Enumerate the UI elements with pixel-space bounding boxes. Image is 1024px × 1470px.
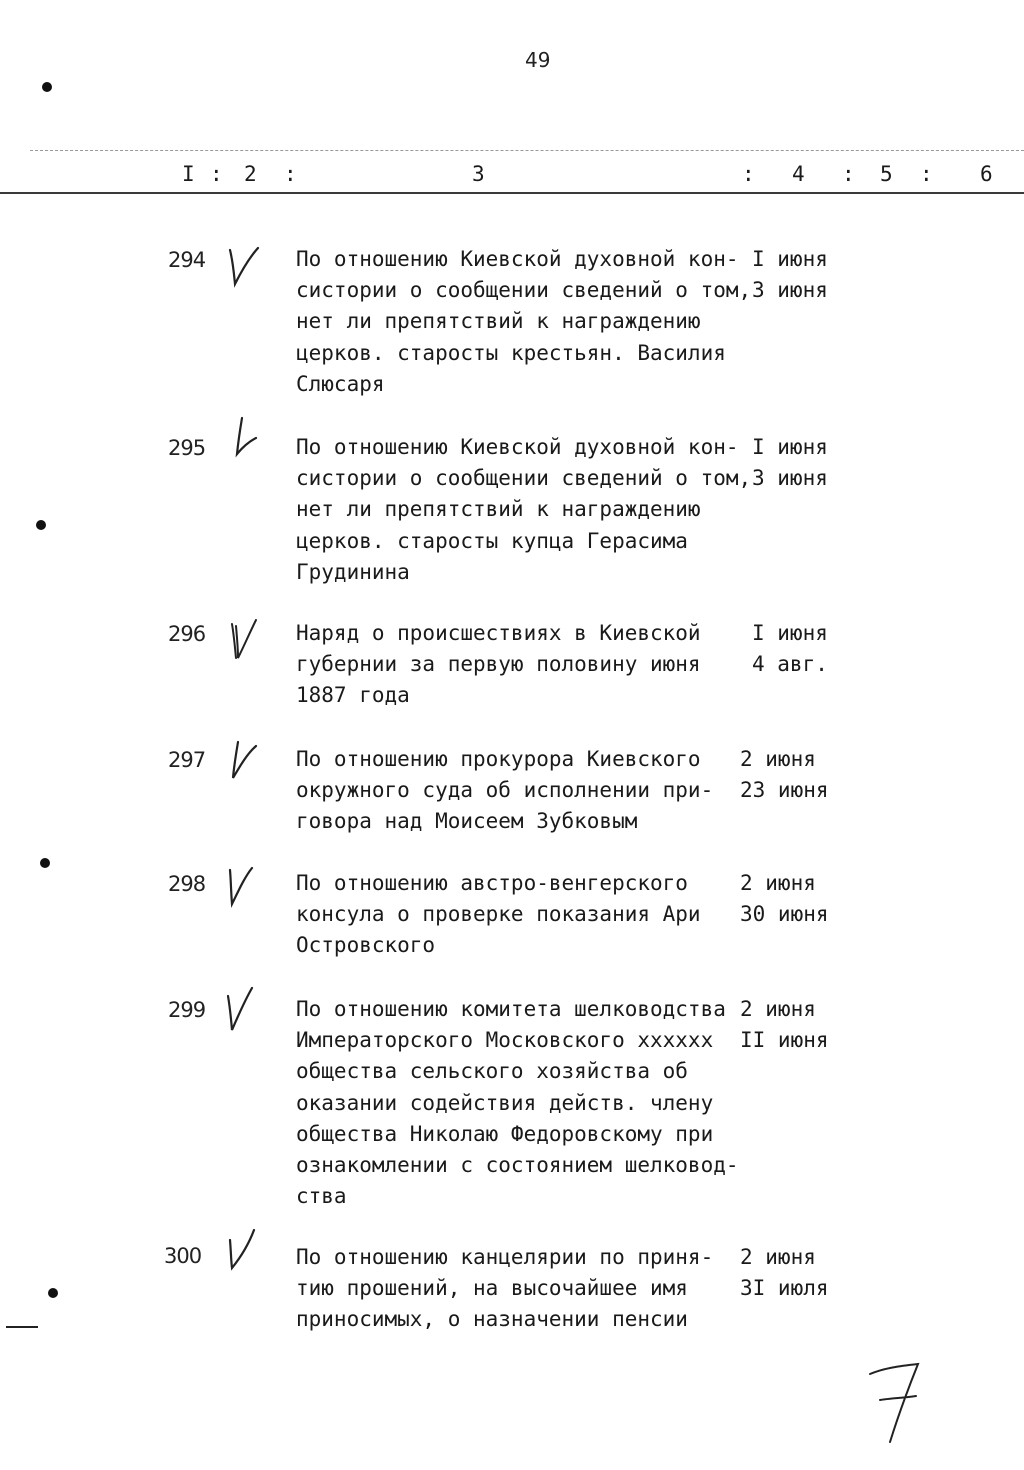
handwritten-sheet-number <box>866 1360 926 1446</box>
header-sep-2: : <box>284 162 297 186</box>
entry-number: 297 <box>168 748 206 772</box>
header-col-6: 6 <box>980 162 993 186</box>
entry-dates: 2 июня 3I июля <box>740 1245 829 1301</box>
entry-dates: I июня 3 июня <box>752 247 828 303</box>
entry-description: По отношению канцелярии по приня- тию прошений, на высочайшее имя приносимых, о назначении пенсии <box>296 1245 714 1332</box>
header-col-4: 4 <box>792 162 805 186</box>
header-sep-3: : <box>742 162 755 186</box>
checkmark-icon <box>222 1224 266 1270</box>
entry-number: 295 <box>168 436 206 460</box>
binder-hole <box>42 82 52 92</box>
header-sep-1: : <box>210 162 223 186</box>
checkmark-icon <box>222 862 266 908</box>
checkmark-icon <box>222 416 266 462</box>
entry-number: 298 <box>168 872 206 896</box>
header-top-rule <box>30 150 1024 151</box>
margin-mark <box>6 1326 38 1328</box>
checkmark-icon <box>222 736 266 782</box>
entry-description: По отношению прокурора Киевского окружного суда об исполнении при- говора над Моисеем Зубковым <box>296 747 714 834</box>
header-bottom-rule <box>0 192 1024 194</box>
page-number: 49 <box>525 48 551 72</box>
entry-description: По отношению Киевской духовной кон- систории о сообщении сведений о том, нет ли препятствий к награждению церков. старосты крестьян. Василия Слюсаря <box>296 247 752 396</box>
entry-number: 294 <box>168 248 206 272</box>
checkmark-icon <box>222 986 266 1032</box>
binder-hole <box>40 858 50 868</box>
entry-description: Наряд о происшествиях в Киевской губернии за первую половину июня 1887 года <box>296 621 701 708</box>
header-col-1: I <box>182 162 195 186</box>
binder-hole <box>48 1288 58 1298</box>
checkmark-icon <box>222 244 266 290</box>
entry-number: 299 <box>168 998 206 1022</box>
entry-dates: 2 июня II июня <box>740 997 829 1053</box>
checkmark-icon <box>222 616 266 662</box>
header-col-3: 3 <box>472 162 485 186</box>
entry-number: 296 <box>168 622 206 646</box>
entry-dates: 2 июня 30 июня <box>740 871 829 927</box>
header-col-5: 5 <box>880 162 893 186</box>
entry-dates: I июня 4 авг. <box>752 621 828 677</box>
entry-dates: I июня 3 июня <box>752 435 828 491</box>
header-sep-4: : <box>842 162 855 186</box>
entry-number: 300 <box>164 1244 202 1268</box>
entry-description: По отношению австро-венгерского консула о проверке показания Ари Островского <box>296 871 701 958</box>
header-sep-5: : <box>920 162 933 186</box>
binder-hole <box>36 520 46 530</box>
entry-dates: 2 июня 23 июня <box>740 747 829 803</box>
entry-description: По отношению комитета шелководства Императорского Московского xxxxxx общества сельского хозяйства об оказании содействия действ. члену общества Николаю Федоровскому при ознакомлении с состоянием шелковод- ства <box>296 997 739 1209</box>
entry-description: По отношению Киевской духовной кон- систории о сообщении сведений о том, нет ли препятствий к награждению церков. старосты купца Герасима Грудинина <box>296 435 752 584</box>
header-col-2: 2 <box>244 162 257 186</box>
